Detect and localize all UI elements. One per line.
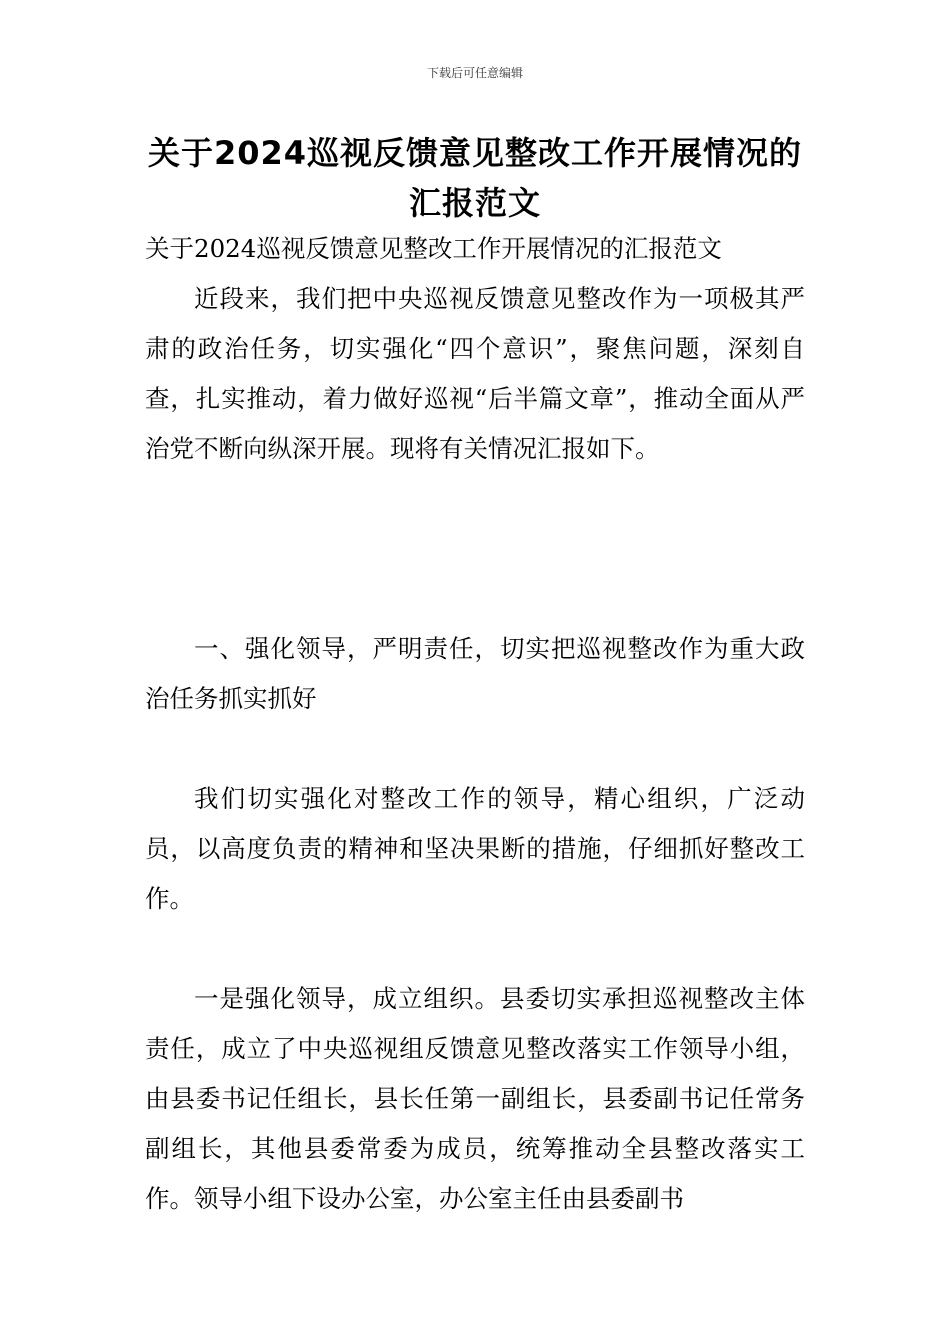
header-note: 下载后可任意编辑: [426, 66, 523, 80]
section-1-heading: 一、强化领导，严明责任，切实把巡视整改作为重大政治任务抓实抓好: [145, 634, 805, 713]
point-1-paragraph: 一是强化领导，成立组织。县委切实承担巡视整改主体责任，成立了中央巡视组反馈意见整改落实工作领导小组，由县委书记任组长，县长任第一副组长，县委副书记任常务副组长，其他县委常委为成员，统筹推动全县整改落实工作。领导小组下设办公室，办公室主任由县委副书: [145, 984, 805, 1213]
section-1-body: 我们切实强化对整改工作的领导，精心组织，广泛动员，以高度负责的精神和坚决果断的措施，仔细抓好整改工作。: [145, 784, 805, 913]
document-title: 关于2024巡视反馈意见整改工作开展情况的汇报范文: [147, 134, 803, 222]
subtitle-line: 关于2024巡视反馈意见整改工作开展情况的汇报范文: [145, 234, 722, 263]
intro-paragraph: 近段来，我们把中央巡视反馈意见整改作为一项极其严肃的政治任务，切实强化“四个意识”，聚焦问题，深刻自查，扎实推动，着力做好巡视“后半篇文章”，推动全面从严治党不断向纵深开展。现将有关情况汇报如下。: [145, 284, 805, 463]
